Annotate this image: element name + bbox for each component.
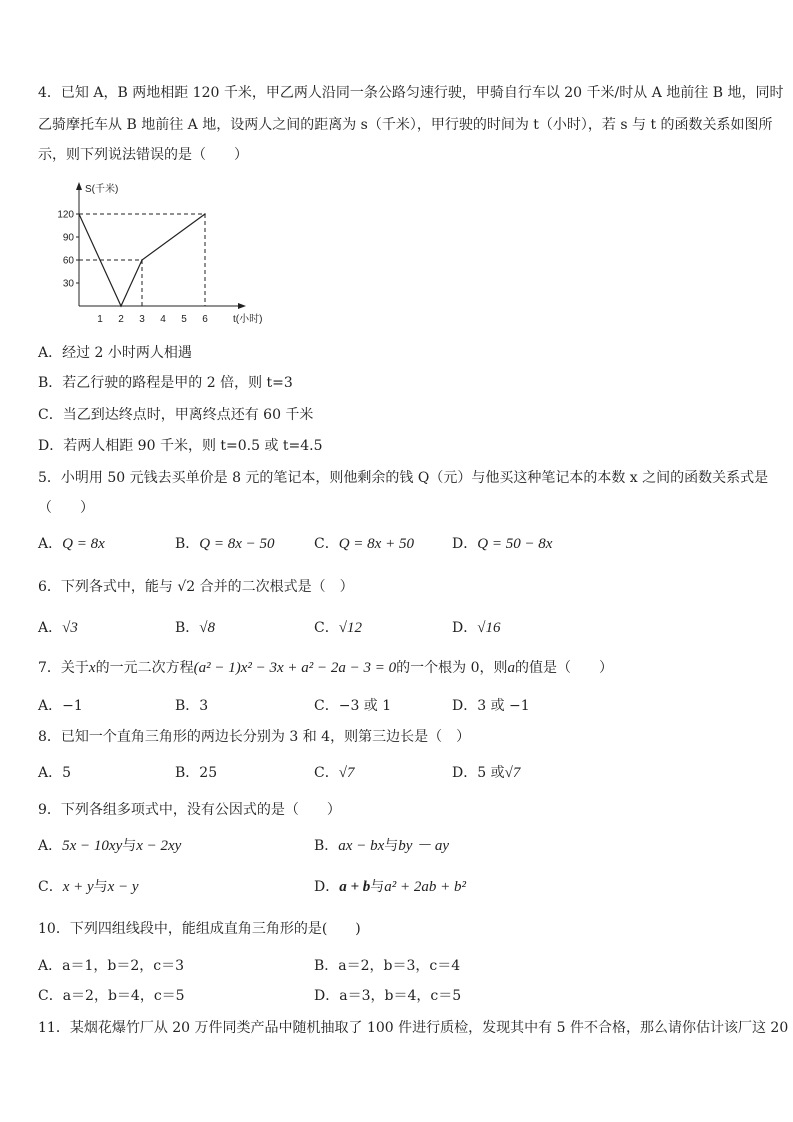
q8-option-b[interactable]: B．25: [175, 765, 218, 781]
data-point: [120, 305, 122, 307]
variable: x: [88, 660, 96, 676]
x-axis-arrow: [238, 303, 246, 309]
q10-stem: 10．下列四组线段中，能组成直角三角形的是( ): [38, 921, 361, 937]
q9-option-b[interactable]: [314, 837, 449, 855]
q4-option-c[interactable]: C．当乙到达终点时，甲离终点还有 60 千米: [38, 407, 314, 423]
stem-text: 7．关于: [38, 660, 89, 676]
q9-option-d[interactable]: [314, 878, 466, 896]
q5-stem-line1: 5．小明用 50 元钱去买单价是 8 元的笔记本，则他剩余的钱 Q（元）与他买这种笔记本的本数 x 之间的函数关系式是: [38, 470, 769, 486]
q4-stem-line2: 乙骑摩托车从 B 地前往 A 地，设两人之间的距离为 s（千米），甲行驶的时间为 t（小时），若 s 与 t 的函数关系如图所: [38, 117, 773, 133]
q10-option-d[interactable]: D．a＝3，b＝4，c＝5: [314, 988, 462, 1004]
q4-stem-line1: 4．已知 A，B 两地相距 120 千米，甲乙两人沿同一条公路匀速行驶，甲骑自行车以 20 千米/时从 A 地前往 B 地，同时: [38, 85, 784, 101]
q4-stem-line3: 示，则下列说法错误的是（ ）: [38, 147, 248, 163]
option-label: A．: [38, 620, 63, 636]
q5-option-c[interactable]: [314, 535, 414, 553]
formula: Q = 8x − 50: [199, 536, 275, 552]
q7-option-c[interactable]: C．−3 或 1: [314, 698, 392, 714]
radical: √7: [504, 765, 521, 781]
x-tick-label: 5: [181, 314, 187, 325]
q4-graph: [40, 176, 280, 332]
option-label: D．: [314, 879, 340, 895]
y-tick-label: 30: [62, 278, 74, 290]
option-label: A．: [38, 838, 63, 854]
conjunction: 与: [122, 838, 137, 854]
x-tick-label: 4: [160, 314, 166, 325]
option-label: C．: [314, 536, 339, 552]
q9-stem: 9．下列各组多项式中，没有公因式的是（ ）: [38, 802, 341, 818]
option-label: D．: [452, 620, 478, 636]
q7-option-a[interactable]: A．−1: [38, 698, 83, 714]
option-label: D．5 或: [452, 765, 505, 781]
y-tick-label: 120: [57, 209, 74, 221]
data-point: [204, 213, 206, 215]
formula: Q = 8x + 50: [338, 536, 414, 552]
y-axis-arrow: [76, 182, 82, 190]
polynomial: x + y: [62, 879, 94, 895]
q10-option-c[interactable]: C．a＝2，b＝4，c＝5: [38, 988, 185, 1004]
radical: √3: [62, 620, 78, 636]
q7-option-b[interactable]: B．3: [175, 698, 209, 714]
q11-stem: 11．某烟花爆竹厂从 20 万件同类产品中随机抽取了 100 件进行质检，发现其中有 5 件不合格，那么请你估计该厂这 20: [38, 1020, 789, 1036]
q7-option-d[interactable]: D．3 或 −1: [452, 698, 530, 714]
option-label: A．: [38, 536, 63, 552]
q9-option-a[interactable]: [38, 837, 181, 855]
q6-option-a[interactable]: [38, 619, 78, 637]
option-label: C．: [314, 765, 339, 781]
q5-option-a[interactable]: [38, 535, 105, 553]
q8-option-a[interactable]: A．5: [38, 765, 72, 781]
radical: √16: [477, 620, 501, 636]
stem-text: 的一元二次方程: [95, 660, 194, 676]
q6-stem: 6．下列各式中，能与 √2 合并的二次根式是（ ）: [38, 579, 354, 595]
x-tick-label: 6: [202, 314, 208, 325]
option-label: B．: [175, 536, 200, 552]
option-label: D．: [452, 536, 478, 552]
q5-option-b[interactable]: [175, 535, 275, 553]
x-tick-label: 1: [97, 314, 103, 325]
option-label: B．: [175, 620, 200, 636]
stem-text: 的值是（ ）: [514, 660, 613, 676]
polynomial: x − 2xy: [136, 838, 182, 854]
x-tick-label: 3: [139, 314, 145, 325]
q4-option-a[interactable]: A．经过 2 小时两人相遇: [38, 345, 192, 361]
conjunction: 与: [370, 879, 385, 895]
variable: a: [507, 660, 515, 676]
q10-option-b[interactable]: B．a＝2，b＝3，c＝4: [314, 958, 461, 974]
polynomial: x − y: [107, 879, 139, 895]
q10-option-a[interactable]: A．a＝1，b＝2，c＝3: [38, 958, 184, 974]
q4-option-b[interactable]: B．若乙行驶的路程是甲的 2 倍，则 t=3: [38, 375, 293, 391]
q6-option-c[interactable]: [314, 619, 362, 637]
q6-option-d[interactable]: [452, 619, 500, 637]
x-axis-label: t(小时): [233, 314, 263, 325]
x-tick-label: 2: [118, 314, 124, 325]
q8-option-d[interactable]: [452, 764, 520, 782]
q5-stem-line2: （ ）: [38, 500, 94, 516]
formula: Q = 50 − 8x: [477, 536, 553, 552]
q4-option-d[interactable]: D．若两人相距 90 千米，则 t=0.5 或 t=4.5: [38, 438, 323, 454]
option-label: C．: [38, 879, 63, 895]
data-point: [78, 213, 80, 215]
radical: √12: [338, 620, 362, 636]
q9-option-c[interactable]: [38, 878, 139, 896]
polynomial: a² + 2ab + b²: [384, 879, 467, 895]
polynomial: ax − bx: [338, 838, 385, 854]
radical: √8: [199, 620, 216, 636]
formula: Q = 8x: [62, 536, 105, 552]
y-axis-label: S(千米): [85, 184, 119, 195]
y-tick-label: 60: [62, 255, 74, 267]
y-tick-label: 90: [62, 232, 74, 244]
q8-stem: 8．已知一个直角三角形的两边长分别为 3 和 4，则第三边长是（ ）: [38, 729, 471, 745]
polynomial: a + b: [339, 879, 371, 895]
q7-stem: [38, 659, 613, 677]
option-label: B．: [314, 838, 339, 854]
polynomial: 5x − 10xy: [62, 838, 123, 854]
option-label: C．: [314, 620, 339, 636]
conjunction: 与: [384, 838, 399, 854]
q5-option-d[interactable]: [452, 535, 552, 553]
q6-option-b[interactable]: [175, 619, 215, 637]
q8-option-c[interactable]: [314, 764, 354, 782]
stem-text: 的一个根为 0，则: [396, 660, 508, 676]
equation: (a² − 1)x² − 3x + a² − 2a − 3 = 0: [193, 660, 397, 676]
conjunction: 与: [93, 879, 108, 895]
radical: √7: [338, 765, 355, 781]
data-point: [141, 259, 143, 261]
polynomial: by － ay: [398, 838, 450, 854]
